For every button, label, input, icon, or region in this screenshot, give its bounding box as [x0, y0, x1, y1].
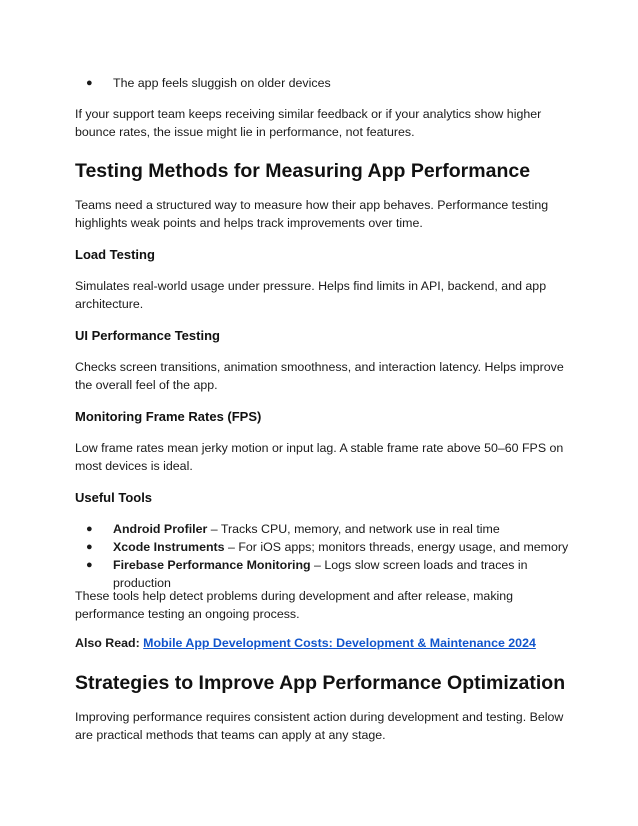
section-heading-testing-methods: Testing Methods for Measuring App Performance: [75, 160, 531, 182]
load-testing-paragraph: Simulates real-world usage under pressure. Helps find limits in API, backend, and app architecture.: [75, 279, 547, 311]
tools-list: [75, 520, 570, 592]
tool-description: – Tracks CPU, memory, and network use in real time: [207, 522, 500, 536]
also-read-link[interactable]: Mobile App Development Costs: Development & Maintenance 2024: [143, 636, 536, 650]
tool-name: Firebase Performance Monitoring: [113, 558, 311, 572]
testing-methods-paragraph: Teams need a structured way to measure how their app behaves. Performance testing highlights weak points and helps track improvements over time.: [75, 198, 549, 230]
tool-list-item: [75, 538, 570, 556]
ui-performance-paragraph: Checks screen transitions, animation smoothness, and interaction latency. Helps improve the overall feel of the app.: [75, 360, 564, 392]
strategies-paragraph: Improving performance requires consistent action during development and testing. Below are practical methods that teams can apply at any stage.: [75, 710, 564, 742]
intro-list-item: [75, 74, 608, 92]
intro-bullet-text: The app feels sluggish on older devices: [113, 76, 331, 90]
intro-paragraph: If your support team keeps receiving similar feedback or if your analytics show higher bounce rates, the issue might lie in performance, not features.: [75, 107, 542, 139]
bullet-icon: ●: [86, 77, 93, 89]
tool-description: – For iOS apps; monitors threads, energy usage, and memory: [224, 540, 569, 554]
subheading-load-testing: Load Testing: [75, 247, 155, 262]
tool-name: Xcode Instruments: [113, 540, 225, 554]
bullet-icon: ●: [86, 559, 93, 571]
also-read-line: [75, 634, 570, 652]
subheading-frame-rates: Monitoring Frame Rates (FPS): [75, 409, 262, 424]
tools-paragraph: These tools help detect problems during development and after release, making performance testing an ongoing process.: [75, 589, 514, 621]
tool-list-item: [75, 520, 570, 538]
frame-rates-paragraph: Low frame rates mean jerky motion or input lag. A stable frame rate above 50–60 FPS on most devices is ideal.: [75, 441, 564, 473]
subheading-useful-tools: Useful Tools: [75, 490, 153, 505]
tool-name: Android Profiler: [113, 522, 208, 536]
section-heading-strategies: Strategies to Improve App Performance Optimization: [75, 672, 566, 694]
also-read-label: Also Read:: [75, 636, 144, 650]
bullet-icon: ●: [86, 541, 93, 553]
subheading-ui-performance-testing: UI Performance Testing: [75, 328, 220, 343]
tool-description: – Logs slow screen loads and traces in production: [113, 558, 528, 590]
bullet-icon: ●: [86, 523, 93, 535]
